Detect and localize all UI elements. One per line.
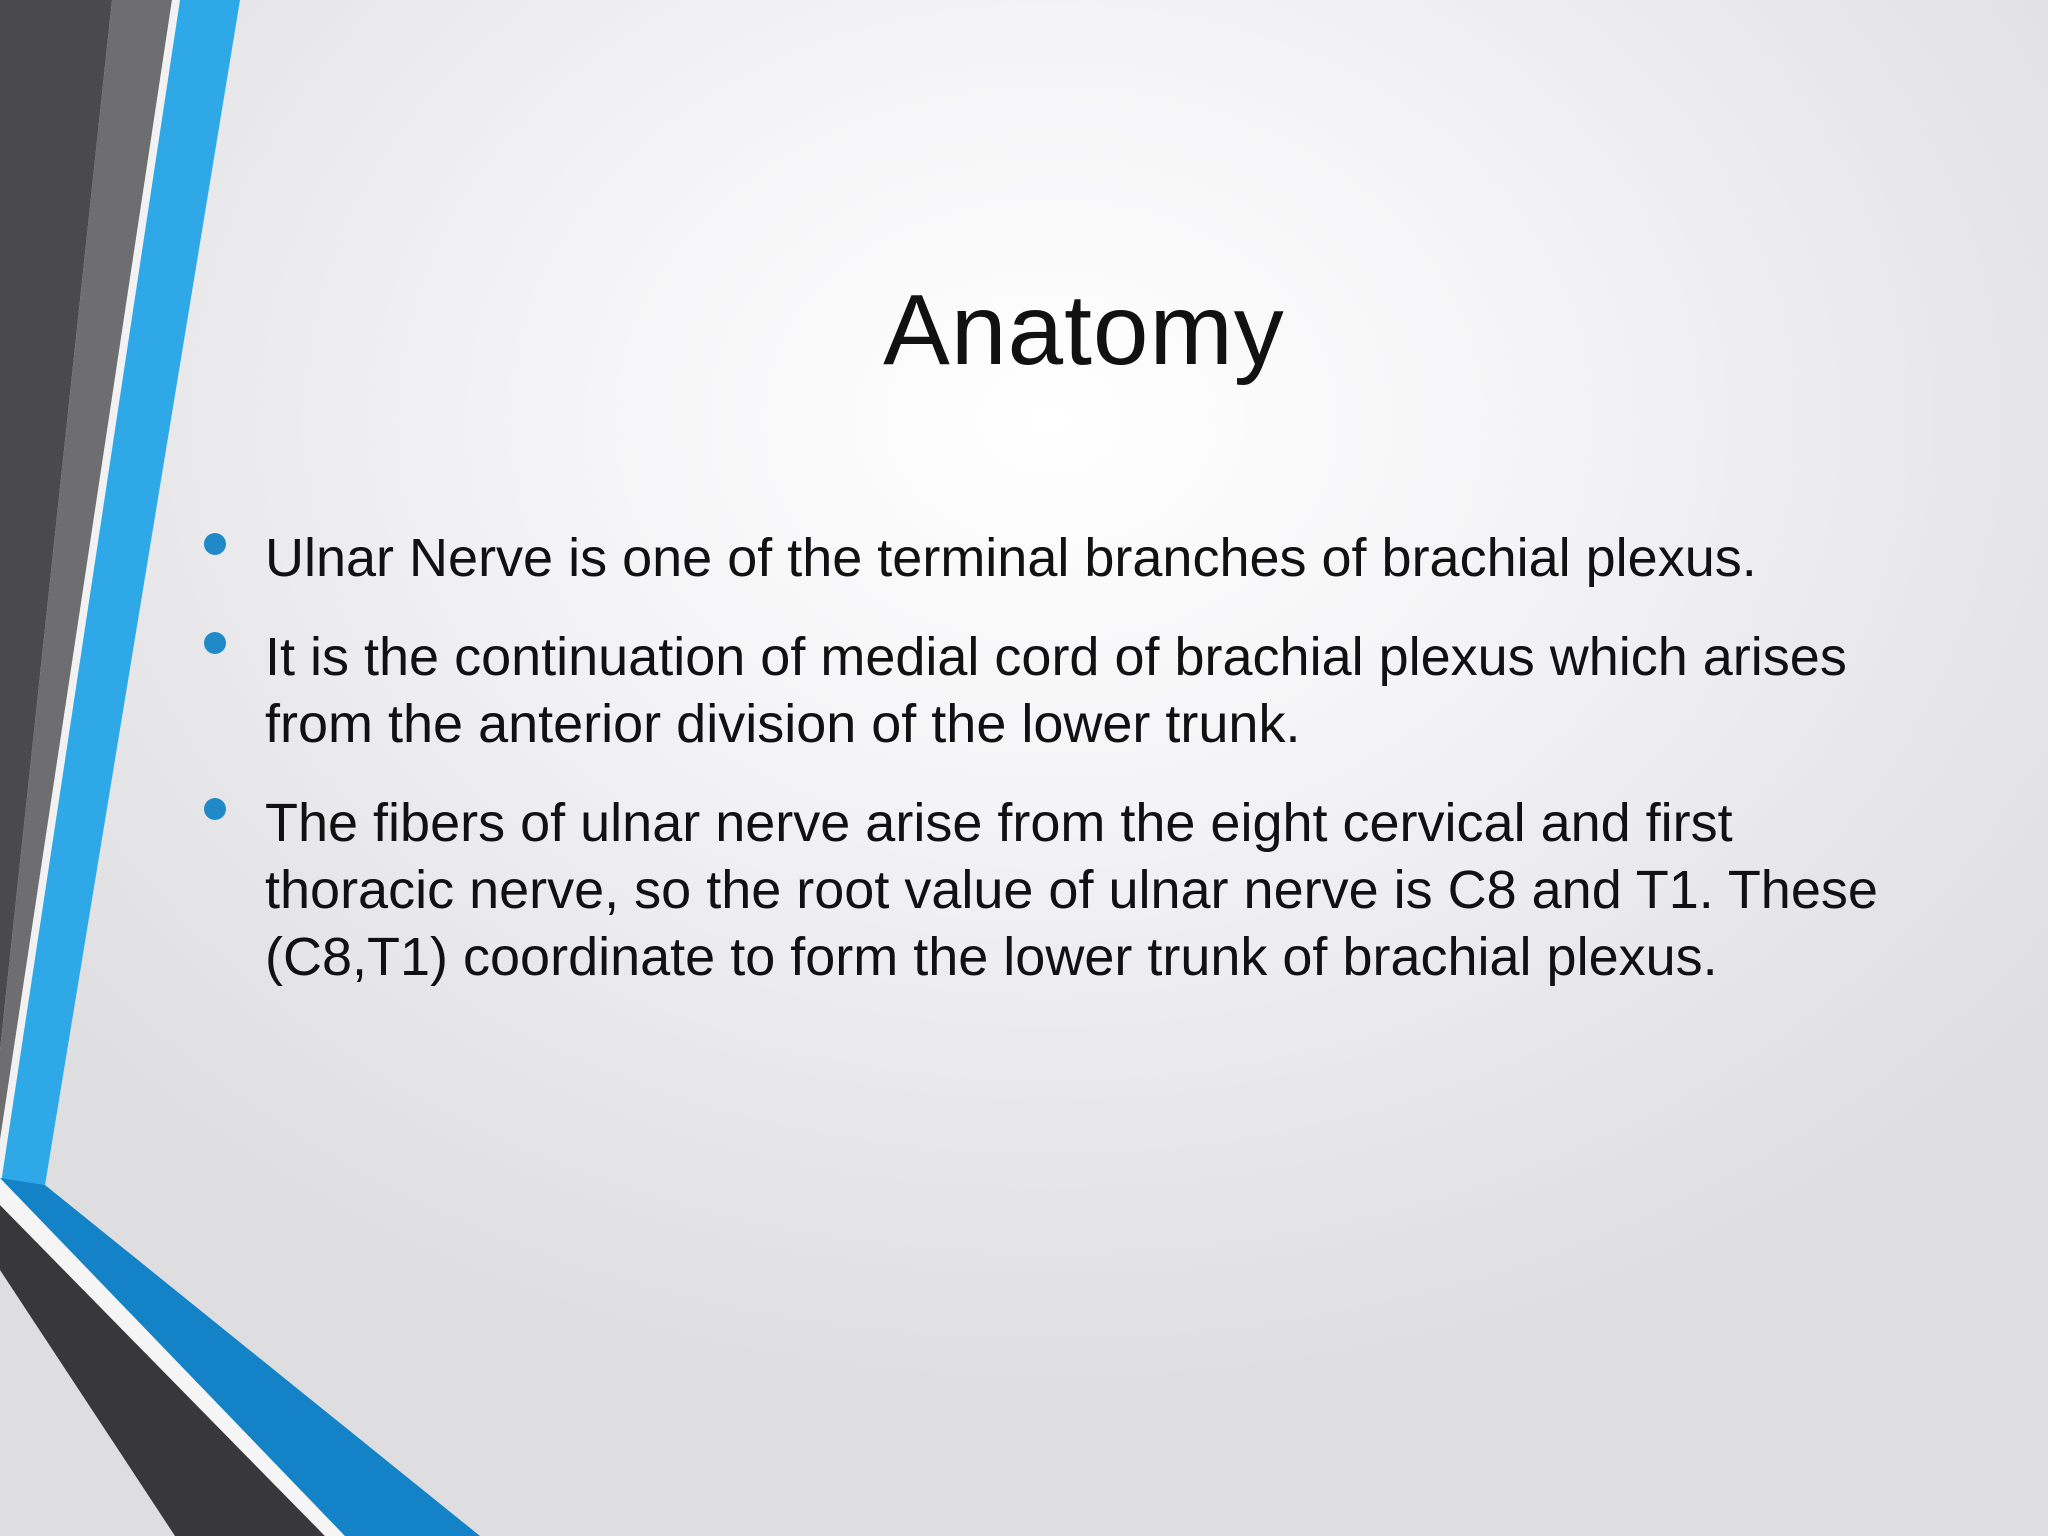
bullet-text: It is the continuation of medial cord of brachial plexus which arises from the anterior division of the lower trunk.: [265, 627, 1847, 754]
bullet-dot-icon: [204, 533, 226, 555]
bullet-item: [200, 525, 1890, 592]
bullet-list: [200, 525, 1890, 1023]
slide-title: Anatomy: [883, 274, 1285, 386]
bullet-text: The fibers of ulnar nerve arise from the eight cervical and first thoracic nerve, so the root value of ulnar nerve is C8 and T1. These (C8,T1) coordinate to form the lower trunk of brachial plexus.: [265, 793, 1878, 987]
bullet-dot-icon: [204, 798, 226, 820]
bullet-item: [200, 624, 1890, 758]
bullet-dot-icon: [204, 632, 226, 654]
bullet-text: Ulnar Nerve is one of the terminal branches of brachial plexus.: [265, 528, 1757, 588]
bullet-item: [200, 790, 1890, 991]
